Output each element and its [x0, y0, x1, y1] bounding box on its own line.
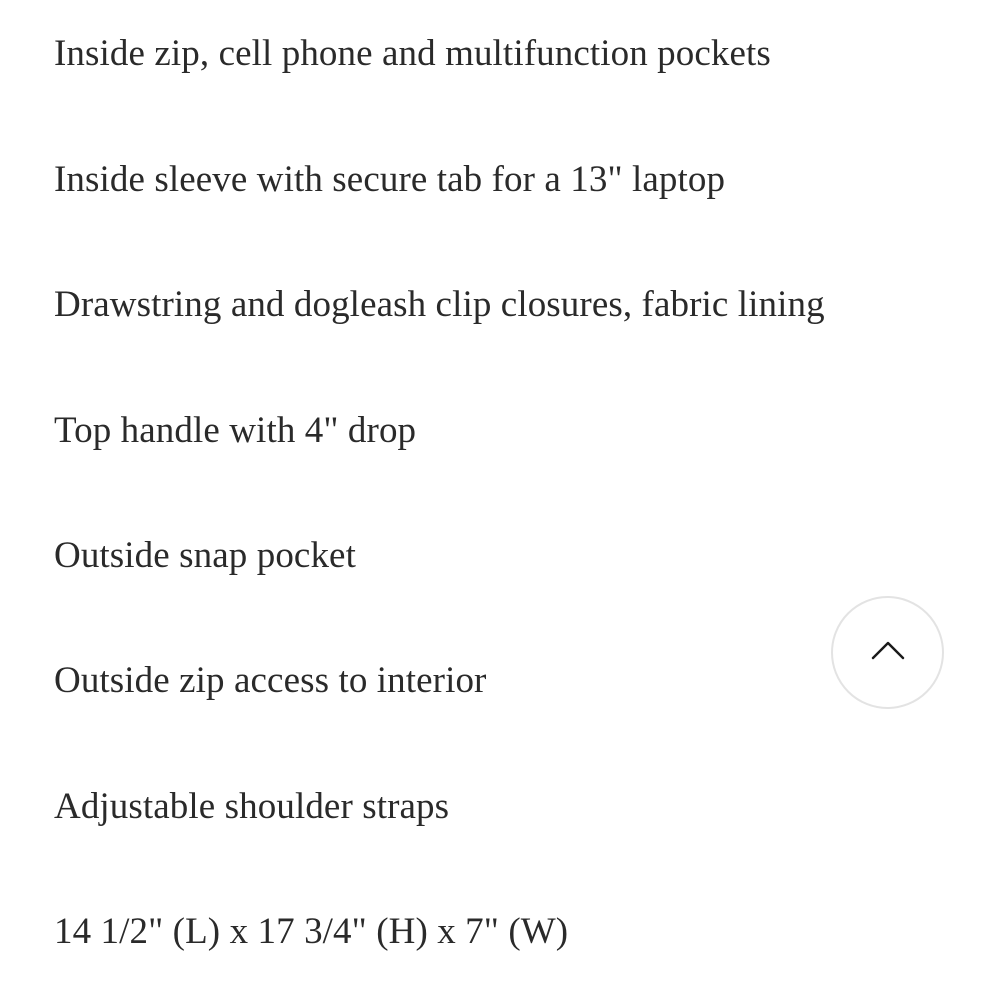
feature-item: Top handle with 4" drop	[54, 410, 417, 451]
feature-item: Drawstring and dogleash clip closures, fabric lining	[54, 284, 825, 325]
chevron-up-icon	[871, 640, 905, 660]
feature-item: 14 1/2" (L) x 17 3/4" (H) x 7" (W)	[54, 911, 569, 952]
feature-item: Adjustable shoulder straps	[54, 786, 450, 827]
feature-item: Inside sleeve with secure tab for a 13" laptop	[54, 159, 726, 200]
feature-item: Outside snap pocket	[54, 535, 356, 576]
feature-item: Inside zip, cell phone and multifunction pockets	[54, 33, 771, 74]
scroll-to-top-button[interactable]	[831, 596, 944, 709]
feature-item: Outside zip access to interior	[54, 660, 487, 701]
